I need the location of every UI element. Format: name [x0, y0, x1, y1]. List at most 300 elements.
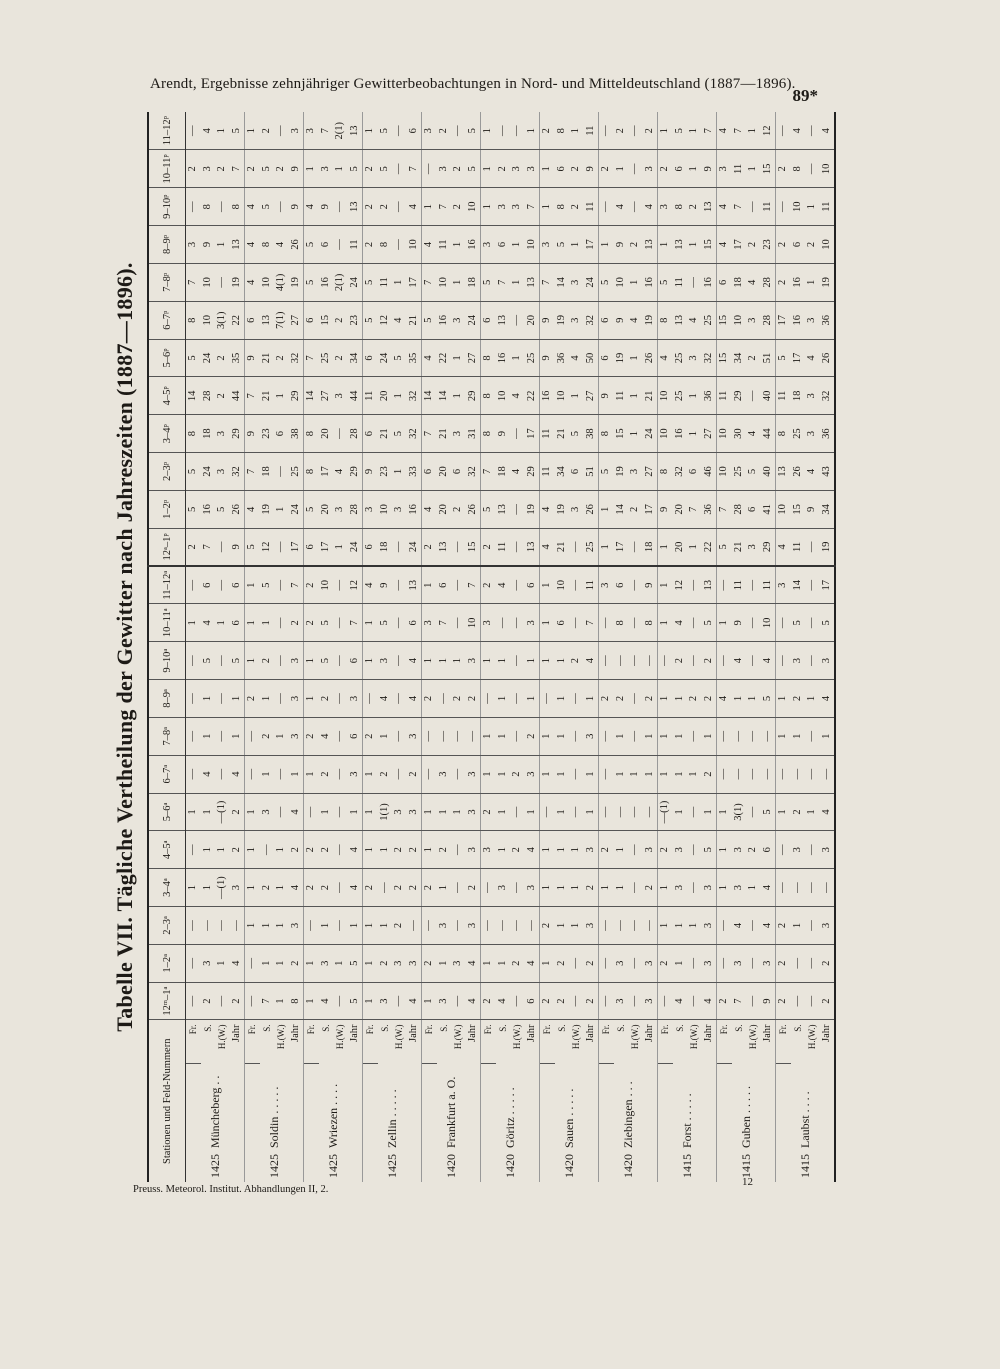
table-cell: 21	[407, 301, 422, 339]
station-name: Frankfurt a. O.	[443, 1076, 458, 1148]
season-label: H.(W.)	[748, 1024, 758, 1050]
table-cell: 2	[481, 566, 496, 604]
table-row	[584, 112, 599, 1182]
station-cell	[481, 1064, 540, 1182]
table-cell: 16	[791, 301, 806, 339]
table-cell: 1	[319, 793, 334, 831]
table-cell: 10	[437, 263, 452, 301]
table-cell: —	[687, 831, 702, 869]
table-cell: 3	[525, 150, 540, 188]
table-cell: 1	[230, 717, 245, 755]
table-cell: —	[805, 907, 820, 945]
table-cell: 2	[230, 793, 245, 831]
table-cell: 13	[702, 566, 717, 604]
table-cell: 1	[451, 226, 466, 264]
table-cell: 2	[319, 755, 334, 793]
table-cell: 2	[569, 188, 584, 226]
table-cell: —	[215, 528, 230, 566]
table-cell: 17	[820, 566, 836, 604]
table-cell: 5	[761, 680, 776, 718]
season-label: H.(W.)	[335, 1024, 345, 1050]
table-cell: 1	[658, 528, 673, 566]
table-cell: 2	[451, 150, 466, 188]
table-cell: 8	[186, 301, 201, 339]
table-cell: 1	[628, 339, 643, 377]
table-cell: 25	[525, 339, 540, 377]
table-cell: 26	[289, 226, 304, 264]
table-cell: 29	[525, 453, 540, 491]
table-cell: 3	[614, 982, 629, 1020]
table-cell: 9	[805, 490, 820, 528]
field-number: 1420	[561, 1154, 576, 1178]
table-cell: —	[186, 982, 201, 1020]
table-cell: 8	[658, 453, 673, 491]
table-cell: 1	[274, 490, 289, 528]
table-cell: 1	[245, 907, 260, 945]
table-cell: 4	[496, 982, 511, 1020]
table-cell: 5	[392, 339, 407, 377]
table-cell: 1	[437, 793, 452, 831]
table-cell: —	[569, 793, 584, 831]
season-label: H.(W.)	[394, 1024, 404, 1050]
table-cell: 9	[614, 301, 629, 339]
table-row	[628, 112, 643, 1182]
table-cell: 1	[687, 415, 702, 453]
table-cell: 7	[717, 490, 732, 528]
table-cell: 3	[614, 944, 629, 982]
table-cell: 4	[510, 453, 525, 491]
table-cell: 1	[643, 717, 658, 755]
table-cell: —	[687, 944, 702, 982]
header-hour: 4–5ᵖ	[148, 377, 186, 415]
table-row	[510, 112, 525, 1182]
table-cell: 1	[658, 226, 673, 264]
table-cell: 3	[201, 150, 216, 188]
table-cell: 9	[658, 490, 673, 528]
table-cell: —	[215, 566, 230, 604]
table-cell: 19	[614, 339, 629, 377]
table-cell: —	[392, 717, 407, 755]
table-cell: 1	[555, 793, 570, 831]
table-cell: 3	[422, 604, 437, 642]
table-cell: —	[186, 112, 201, 150]
table-cell: —	[510, 907, 525, 945]
table-row	[569, 112, 584, 1182]
table-cell: 1	[687, 112, 702, 150]
table-cell: 1	[245, 642, 260, 680]
table-cell: 10	[319, 566, 334, 604]
table-cell: 13	[496, 490, 511, 528]
table-cell: 1	[201, 793, 216, 831]
table-row	[614, 112, 629, 1182]
table-cell: —	[791, 944, 806, 982]
table-cell: 2(1)	[333, 263, 348, 301]
table-cell: 5	[319, 642, 334, 680]
table-cell: 4	[363, 566, 378, 604]
table-cell: —	[392, 566, 407, 604]
table-cell: 14	[422, 377, 437, 415]
header-hour: 4–5ᵃ	[148, 831, 186, 869]
table-cell: —	[761, 755, 776, 793]
station-name: Müncheberg . .	[207, 1075, 222, 1148]
table-cell: 1	[304, 642, 319, 680]
table-cell: 3	[348, 680, 363, 718]
table-cell: 7(1)	[274, 301, 289, 339]
table-cell: 1	[392, 453, 407, 491]
table-cell: —	[333, 869, 348, 907]
table-cell: —	[805, 831, 820, 869]
table-cell: 4	[201, 755, 216, 793]
table-cell: —	[510, 301, 525, 339]
table-row	[274, 112, 289, 1182]
table-body	[186, 112, 836, 1182]
table-cell: 25	[319, 339, 334, 377]
table-cell: 1	[658, 869, 673, 907]
table-cell: —	[392, 150, 407, 188]
table-cell: 1	[245, 604, 260, 642]
table-cell: 1	[215, 604, 230, 642]
table-cell: 4	[422, 226, 437, 264]
table-cell: —	[569, 566, 584, 604]
table-cell: 1	[274, 907, 289, 945]
table-cell: 3	[451, 944, 466, 982]
table-cell: 7	[437, 188, 452, 226]
table-cell: 4	[761, 642, 776, 680]
table-cell: 2	[363, 188, 378, 226]
table-cell: 1	[628, 263, 643, 301]
table-cell: —	[451, 831, 466, 869]
table-cell: 10	[378, 490, 393, 528]
table-cell: 4	[407, 982, 422, 1020]
table-cell: 2	[304, 604, 319, 642]
table-cell: 5	[702, 604, 717, 642]
table-cell: 3	[732, 944, 747, 982]
table-cell: —	[776, 604, 791, 642]
table-cell: 9	[496, 415, 511, 453]
table-cell: 1	[260, 604, 275, 642]
table-cell: 1	[540, 188, 555, 226]
table-cell: 2	[422, 680, 437, 718]
table-cell: —	[569, 528, 584, 566]
table-cell: 3	[289, 112, 304, 150]
table-row	[555, 112, 570, 1182]
header-hour: 7–8ᵖ	[148, 263, 186, 301]
table-cell: 9	[378, 566, 393, 604]
table-cell: 1	[525, 642, 540, 680]
season-label: S.	[674, 1024, 685, 1032]
table-cell: 8	[555, 112, 570, 150]
table-cell: 17	[584, 226, 599, 264]
table-cell: 4	[319, 717, 334, 755]
station-cell	[363, 1064, 422, 1182]
table-cell: 16	[540, 377, 555, 415]
table-cell: 7	[319, 112, 334, 150]
table-cell: —	[643, 793, 658, 831]
table-cell: 23	[378, 453, 393, 491]
table-cell: 5	[304, 226, 319, 264]
table-cell: 5	[481, 490, 496, 528]
table-cell: 1	[437, 944, 452, 982]
table-cell: —	[746, 982, 761, 1020]
table-cell: 1	[776, 717, 791, 755]
table-cell: 27	[466, 339, 481, 377]
table-cell: 2	[437, 112, 452, 150]
table-cell: 9	[732, 604, 747, 642]
table-cell: —	[746, 793, 761, 831]
table-cell: 1	[451, 339, 466, 377]
table-cell: 3	[319, 944, 334, 982]
header-stations: Stationen und Feld-Nummern	[148, 1020, 186, 1182]
table-cell: —	[510, 982, 525, 1020]
table-cell: 11	[363, 377, 378, 415]
table-cell: —	[333, 717, 348, 755]
table-cell: —	[732, 717, 747, 755]
table-cell: 6	[761, 831, 776, 869]
season-label: S.	[261, 1024, 272, 1032]
table-cell: —	[791, 982, 806, 1020]
table-cell: 11	[761, 566, 776, 604]
table-cell: 19	[820, 263, 836, 301]
table-cell: 5	[466, 112, 481, 150]
field-number: 1425	[266, 1154, 281, 1178]
table-cell: —	[732, 755, 747, 793]
table-cell: 1	[437, 642, 452, 680]
table-cell: 1	[304, 150, 319, 188]
table-cell: 1	[260, 907, 275, 945]
table-cell: 1	[451, 793, 466, 831]
table-cell: 2	[215, 339, 230, 377]
table-cell: 7	[496, 263, 511, 301]
table-cell: 24	[466, 301, 481, 339]
table-cell: —	[569, 982, 584, 1020]
table-cell: 9	[702, 150, 717, 188]
table-cell: 2	[687, 680, 702, 718]
table-cell: 5	[555, 226, 570, 264]
table-row	[333, 112, 348, 1182]
table-cell: 5	[260, 188, 275, 226]
table-cell: —	[717, 907, 732, 945]
table-cell: —	[599, 907, 614, 945]
table-cell: 44	[761, 415, 776, 453]
table-cell: 4	[614, 188, 629, 226]
table-cell: 4	[422, 339, 437, 377]
table-cell: 1	[422, 831, 437, 869]
table-cell: 28	[201, 377, 216, 415]
table-cell: —	[717, 755, 732, 793]
table-cell: 4	[746, 415, 761, 453]
table-cell: 3	[437, 755, 452, 793]
field-number: 1425	[384, 1154, 399, 1178]
table-cell: 20	[525, 301, 540, 339]
table-cell: 4	[466, 944, 481, 982]
table-cell: 32	[820, 377, 836, 415]
table-cell: 5	[378, 150, 393, 188]
table-cell: 51	[584, 453, 599, 491]
table-cell: —	[333, 755, 348, 793]
table-cell: 3	[805, 301, 820, 339]
table-cell: —	[392, 680, 407, 718]
table-cell: 4	[245, 263, 260, 301]
table-cell: 7	[422, 263, 437, 301]
table-cell: —	[422, 717, 437, 755]
table-row	[245, 112, 260, 1182]
table-cell: 2	[230, 982, 245, 1020]
table-cell: 15	[466, 528, 481, 566]
table-cell: 3	[407, 944, 422, 982]
table-cell: 26	[230, 490, 245, 528]
table-cell: 4	[378, 680, 393, 718]
table-cell: —	[510, 528, 525, 566]
table-cell: 29	[348, 453, 363, 491]
field-number: 1425	[325, 1154, 340, 1178]
table-cell: 1	[378, 831, 393, 869]
table-cell: 13	[525, 263, 540, 301]
table-row	[746, 112, 761, 1182]
table-cell: 3	[260, 793, 275, 831]
table-cell: —	[392, 642, 407, 680]
table-cell: 3	[584, 907, 599, 945]
table-cell: 3	[392, 944, 407, 982]
table-cell: 4	[245, 490, 260, 528]
table-cell: 14	[791, 566, 806, 604]
table-row	[761, 112, 776, 1182]
header-hour: 1–2ᵖ	[148, 490, 186, 528]
table-cell: 6	[599, 301, 614, 339]
table-cell: 19	[260, 490, 275, 528]
season-label: Jahr	[230, 1024, 242, 1042]
header-hour: 5–6ᵃ	[148, 793, 186, 831]
header-hour: 5–6ᵖ	[148, 339, 186, 377]
header-hour: 7–8ᵃ	[148, 717, 186, 755]
table-cell: 24	[201, 453, 216, 491]
table-cell: —	[717, 566, 732, 604]
season-label: Jahr	[525, 1024, 537, 1042]
table-cell: —	[215, 680, 230, 718]
table-cell: —	[215, 982, 230, 1020]
table-cell: —	[215, 642, 230, 680]
table-cell: 1	[186, 869, 201, 907]
header-hour: 9–10ᵖ	[148, 188, 186, 226]
table-cell: 8	[304, 415, 319, 453]
table-row	[348, 112, 363, 1182]
table-cell: 5	[776, 339, 791, 377]
table-cell: 3	[628, 453, 643, 491]
table-cell: 7	[304, 339, 319, 377]
table-cell: —	[186, 755, 201, 793]
table-cell: 3	[761, 944, 776, 982]
table-cell: 1	[776, 793, 791, 831]
table-cell: 2	[481, 793, 496, 831]
table-cell: 10	[407, 226, 422, 264]
header-hour: 9–10ᵃ	[148, 642, 186, 680]
table-cell: —	[274, 528, 289, 566]
table-row	[673, 112, 688, 1182]
table-cell: 5	[702, 831, 717, 869]
table-cell: —	[628, 604, 643, 642]
season-label: S.	[556, 1024, 567, 1032]
table-cell: 3	[378, 982, 393, 1020]
table-cell: 1	[658, 604, 673, 642]
table-cell: 6	[363, 415, 378, 453]
table-cell: 28	[348, 490, 363, 528]
table-cell: 6	[304, 528, 319, 566]
table-cell: 6	[673, 150, 688, 188]
table-cell: 2	[510, 831, 525, 869]
table-cell: 11	[732, 150, 747, 188]
table-cell: 6	[319, 226, 334, 264]
table-cell: 7	[732, 982, 747, 1020]
table-cell: 5	[378, 604, 393, 642]
table-cell: 9	[289, 188, 304, 226]
table-cell: 8	[599, 415, 614, 453]
table-cell: 30	[732, 415, 747, 453]
table-cell: 13	[496, 301, 511, 339]
table-cell: 11	[378, 263, 393, 301]
table-cell: 27	[289, 301, 304, 339]
station-cell	[540, 1064, 599, 1182]
table-cell: 6	[407, 604, 422, 642]
season-label: S.	[202, 1024, 213, 1032]
table-cell: 4	[466, 982, 481, 1020]
table-cell: 3	[333, 377, 348, 415]
table-cell: 2	[304, 717, 319, 755]
header-hour: 10–11ᵖ	[148, 150, 186, 188]
table-cell: —	[274, 642, 289, 680]
header-hour: 3–4ᵃ	[148, 869, 186, 907]
table-cell: 5	[348, 944, 363, 982]
table-cell: —	[776, 755, 791, 793]
table-cell: 7	[732, 112, 747, 150]
table-cell: 26	[791, 453, 806, 491]
table-cell: 1	[481, 717, 496, 755]
table-cell: 1	[201, 869, 216, 907]
table-cell: 12	[260, 528, 275, 566]
table-cell: 1	[569, 226, 584, 264]
table-cell: —	[687, 566, 702, 604]
table-cell: —	[186, 944, 201, 982]
table-cell: 4	[732, 642, 747, 680]
table-cell: 4	[746, 263, 761, 301]
table-cell: 3	[746, 528, 761, 566]
table-cell: —	[776, 188, 791, 226]
table-row	[658, 112, 673, 1182]
table-cell: 4	[702, 982, 717, 1020]
table-row	[702, 112, 717, 1182]
table-cell: 2	[319, 680, 334, 718]
table-cell: 4	[717, 112, 732, 150]
table-cell: 1	[363, 944, 378, 982]
table-cell: 2	[378, 188, 393, 226]
field-number: 1415	[797, 1154, 812, 1178]
table-cell: 20	[319, 415, 334, 453]
table-cell: 1	[274, 831, 289, 869]
table-cell: 1	[746, 112, 761, 150]
table-cell: 28	[761, 301, 776, 339]
table-cell: 2	[555, 944, 570, 982]
table-cell: 2	[820, 944, 836, 982]
table-cell: 5	[481, 263, 496, 301]
table-cell: 16	[319, 263, 334, 301]
table-cell: 2	[643, 112, 658, 150]
table-cell: —	[407, 907, 422, 945]
table-cell: 2	[466, 680, 481, 718]
table-cell: 2	[643, 680, 658, 718]
table-cell: 11	[540, 453, 555, 491]
table-cell: 8	[378, 226, 393, 264]
table-cell: 1	[687, 226, 702, 264]
table-cell: 2	[569, 150, 584, 188]
table-cell: 2	[658, 831, 673, 869]
